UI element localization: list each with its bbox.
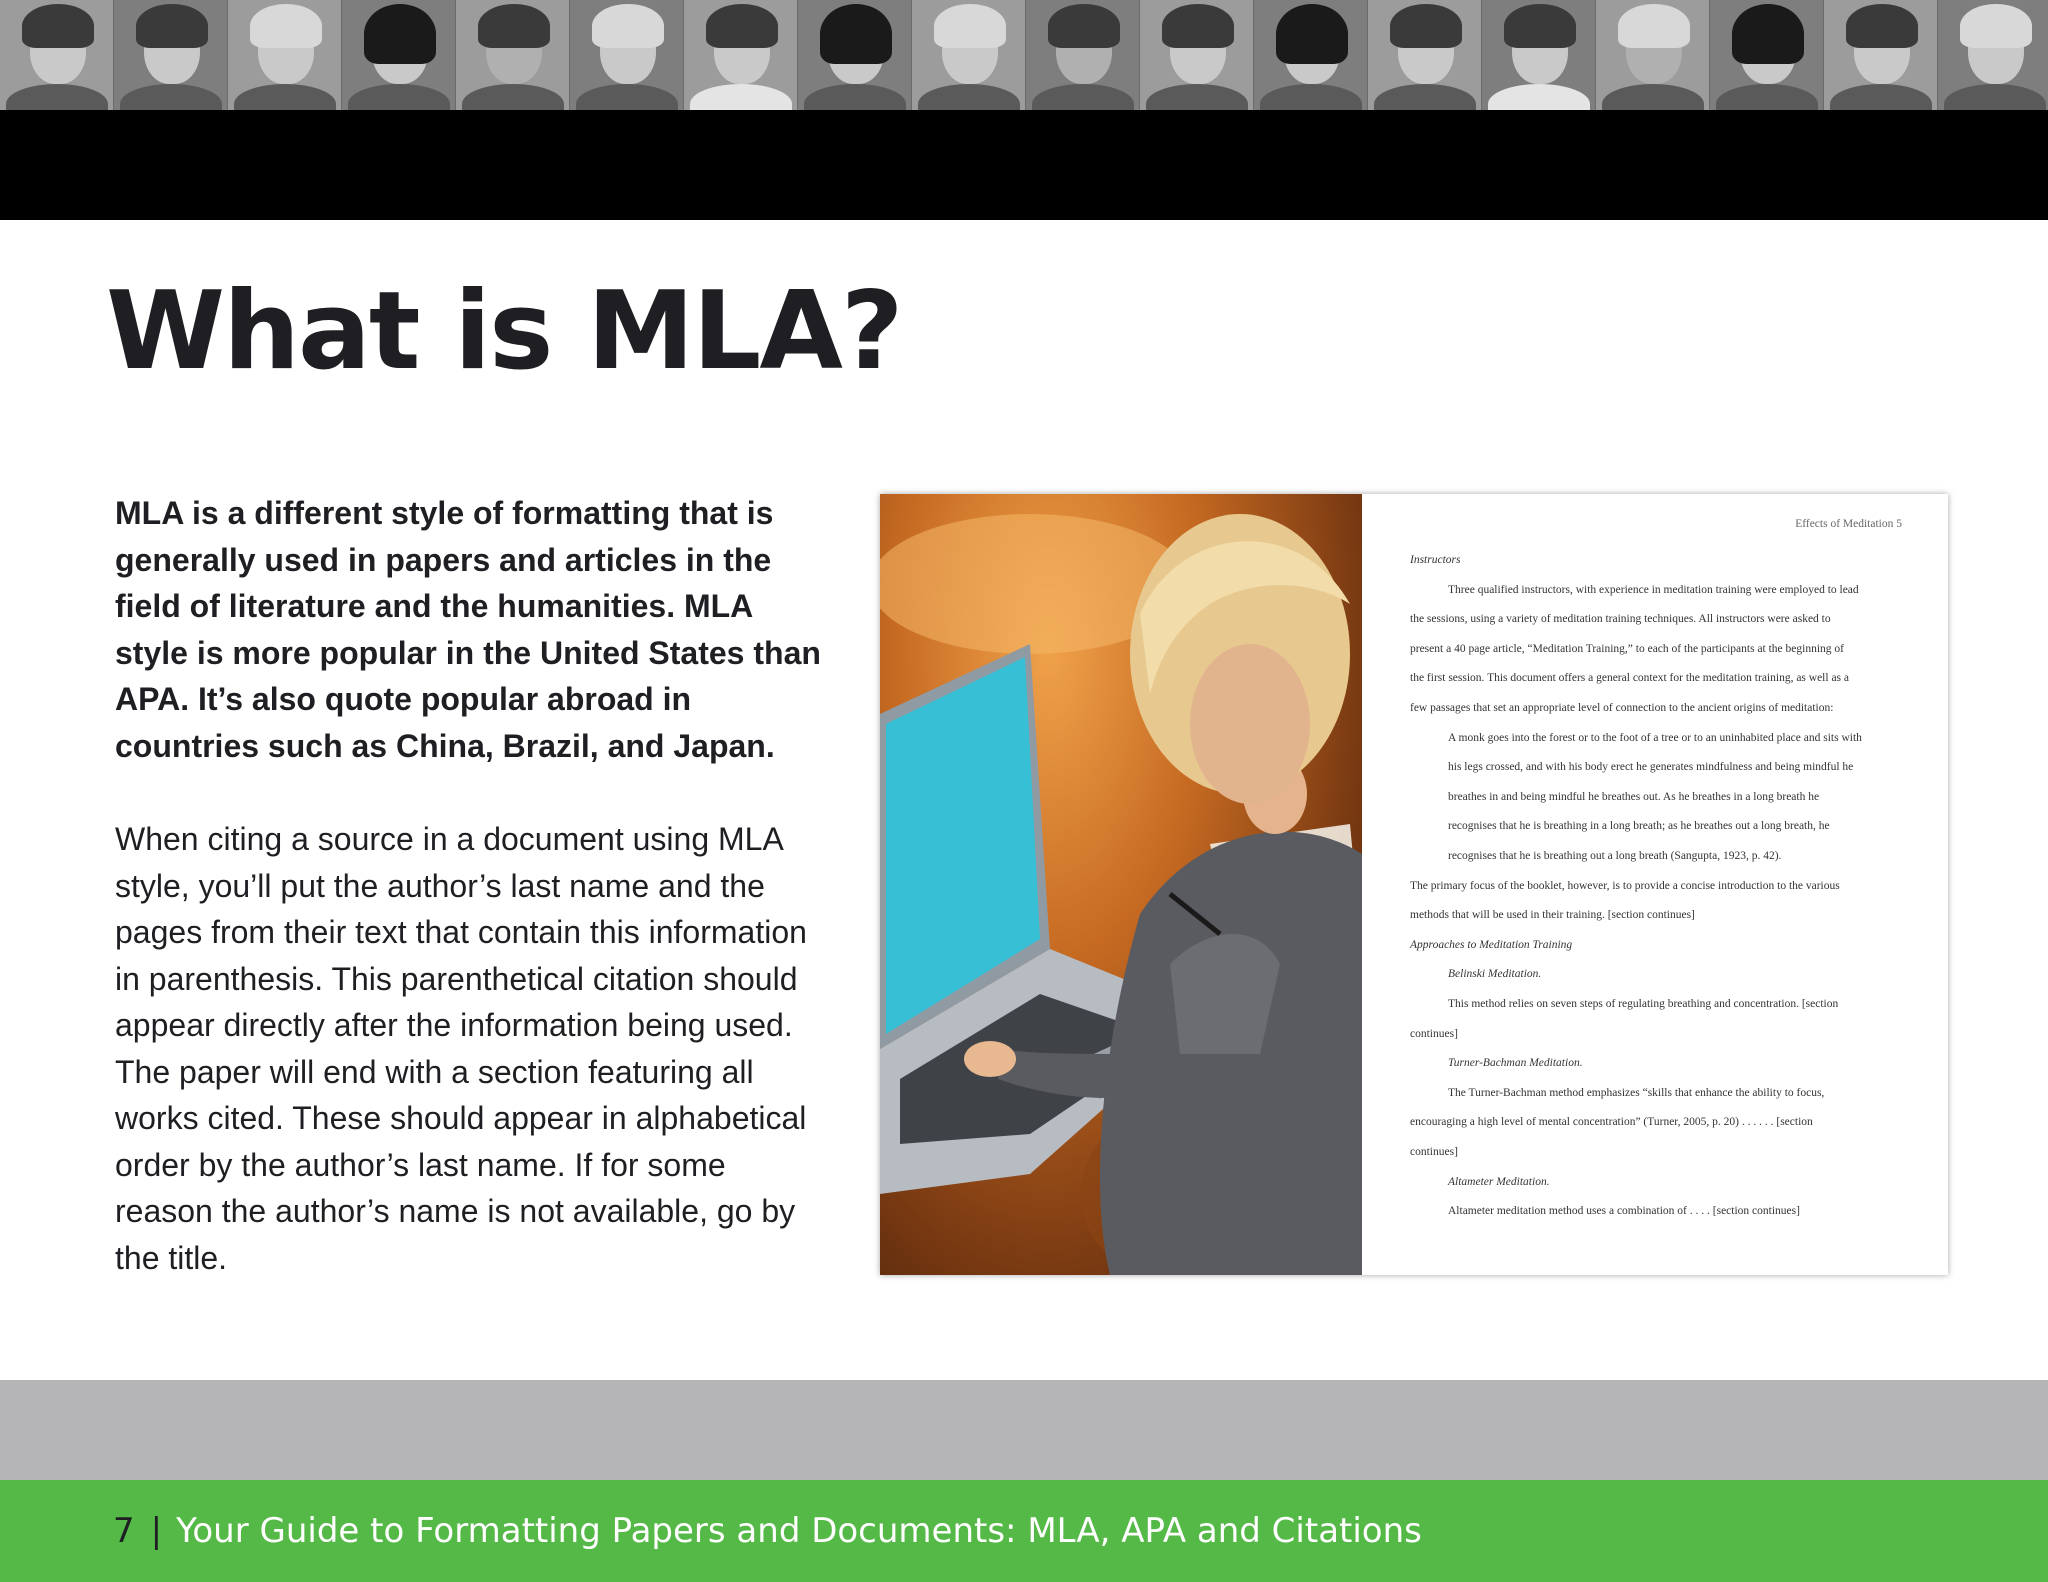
portrait-photo bbox=[1938, 0, 2048, 110]
photo-illustration bbox=[880, 494, 1362, 1275]
document-line: few passages that set an appropriate level of connection to the ancient origins of meditation: bbox=[1410, 702, 1834, 714]
illustration-figure bbox=[880, 494, 1948, 1275]
document-line: the first session. This document offers a general context for the meditation training, as well as a bbox=[1410, 672, 1850, 685]
document-line: The primary focus of the booklet, however, is to provide a concise introduction to the various bbox=[1410, 879, 1840, 892]
document-line: present a 40 page article, “Meditation Training,” to each of the participants at the beginning of bbox=[1410, 642, 1844, 655]
document-line: Instructors bbox=[1410, 554, 1461, 566]
portrait-photo bbox=[1026, 0, 1140, 110]
portrait-photo bbox=[1824, 0, 1938, 110]
document-line: methods that will be used in their training. [section continues] bbox=[1410, 909, 1695, 922]
portrait-photo bbox=[684, 0, 798, 110]
portrait-photo bbox=[456, 0, 570, 110]
gray-band bbox=[0, 1380, 2048, 1480]
header-photo-strip bbox=[0, 0, 2048, 110]
guide-title: Your Guide to Formatting Papers and Documents: MLA, APA and Citations bbox=[176, 1511, 1422, 1551]
portrait-photo bbox=[1596, 0, 1710, 110]
footer-separator: | bbox=[150, 1511, 163, 1551]
page-title: What is MLA? bbox=[106, 269, 902, 394]
document-line: A monk goes into the forest or to the foot of a tree or to an uninhabited place and sits with bbox=[1448, 731, 1862, 744]
portrait-photo bbox=[1482, 0, 1596, 110]
document-line: continues] bbox=[1410, 1027, 1458, 1040]
document-line: the sessions, using a variety of meditation training techniques. All instructors were asked to bbox=[1410, 613, 1831, 626]
portrait-photo bbox=[228, 0, 342, 110]
portrait-photo bbox=[1140, 0, 1254, 110]
document-line: continues] bbox=[1410, 1146, 1458, 1158]
portrait-photo bbox=[1710, 0, 1824, 110]
footer-bar bbox=[0, 1480, 2048, 1582]
woman-at-laptop-photo bbox=[880, 494, 1362, 1275]
portrait-photo bbox=[570, 0, 684, 110]
document-line: his legs crossed, and with his body erect he generates mindfulness and being mindful he bbox=[1448, 761, 1854, 774]
sample-mla-document bbox=[1362, 494, 1948, 1275]
portrait-photo bbox=[912, 0, 1026, 110]
document-line: Turner-Bachman Meditation. bbox=[1448, 1057, 1583, 1070]
document-line: breathes in and being mindful he breathes out. As he breathes in a long breath he bbox=[1448, 790, 1820, 803]
document-line: Three qualified instructors, with experience in meditation training were employed to lead bbox=[1448, 583, 1859, 596]
intro-paragraph: MLA is a different style of formatting that is generally used in papers and articles in the field of literature and the humanities. MLA style is more popular in the United States than APA. It’s also quote popular abroad in countries such as China, Brazil, and Japan. bbox=[115, 495, 821, 764]
document-line: Approaches to Meditation Training bbox=[1410, 938, 1573, 951]
portrait-photo bbox=[114, 0, 228, 110]
document-line: recognises that he is breathing in a long breath; as he breathes out a long breath, he bbox=[1448, 820, 1830, 833]
document-running-header: Effects of Meditation 5 bbox=[1795, 518, 1902, 530]
portrait-photo bbox=[798, 0, 912, 110]
document-line: encouraging a high level of mental concentration” (Turner, 2005, p. 20) . . . . . . [section bbox=[1410, 1116, 1813, 1129]
document-line: Altameter Meditation. bbox=[1448, 1175, 1550, 1188]
document-line: This method relies on seven steps of regulating breathing and concentration. [section bbox=[1448, 998, 1839, 1010]
portrait-photo bbox=[342, 0, 456, 110]
body-paragraph: When citing a source in a document using MLA style, you’ll put the author’s last name and the pages from their text that contain this information in parenthesis. This parenthetical citation should appear directly after the information being used. The paper will end with a section featuring all works cited. These should appear in alphabetical order by the author’s last name. If for some reason the author’s name is not available, go by the title. bbox=[115, 821, 807, 1276]
document-line: The Turner-Bachman method emphasizes “skills that enhance the ability to focus, bbox=[1448, 1086, 1825, 1099]
page-number: 7 bbox=[113, 1511, 135, 1551]
portrait-photo bbox=[1368, 0, 1482, 110]
document-line: recognises that he is breathing out a long breath (Sangupta, 1923, p. 42). bbox=[1448, 850, 1782, 862]
portrait-photo bbox=[1254, 0, 1368, 110]
portrait-photo bbox=[0, 0, 114, 110]
document-line: Belinski Meditation. bbox=[1448, 968, 1542, 981]
document-line: Altameter meditation method uses a combination of . . . . [section continues] bbox=[1448, 1205, 1800, 1218]
header-black-band bbox=[0, 110, 2048, 220]
